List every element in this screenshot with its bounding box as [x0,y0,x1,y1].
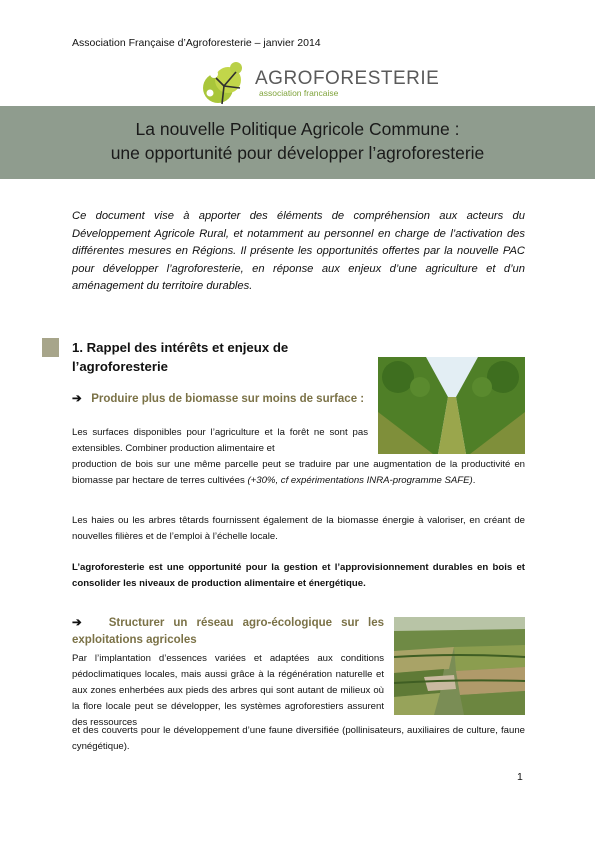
paragraph-biomass-2-text: production de bois sur une même parcelle peut se traduire par une augmentation de la productivité en biomasse par hectare de terres cultivées [72,459,525,486]
tree-rows-photo [378,357,525,454]
bullet-biomass-title: Produire plus de biomasse sur moins de surface : [91,393,365,405]
paragraph-biomass-1: Les surfaces disponibles pour l’agriculture et la forêt ne sont pas extensibles. Combiner production alimentaire et [72,427,368,454]
page-number: 1 [517,771,523,783]
paragraph-biomass-2: production de bois sur une même parcelle peut se traduire par une augmentation de la productivité en biomasse par hectare de terres cultivées (+30%, cf expérimentations INRA-programme SAFE). [72,459,525,486]
arrow-right-icon: ➔ [72,393,82,405]
section-1-title: 1. Rappel des intérêts et enjeux de l’agroforesterie [72,340,289,374]
document-header: Association Française d’Agroforesterie – janvier 2014 [72,37,321,49]
tree-logo-icon [200,60,256,106]
logo-brand-text: AGROFORESTERIE [255,68,440,89]
bullet-biomass-heading [72,391,368,408]
paragraph-biomass-2-ref: (+30%, cf expérimentations INRA-programme SAFE) [247,475,473,486]
paragraph-hedges: Les haies ou les arbres têtards fournissent également de la biomasse énergie à valoriser, en créant de nouvelles filières et de l’emploi à l’échelle locale. [72,515,525,542]
paragraph-opportunity: L’agroforesterie est une opportunité pour la gestion et l’approvisionnement durables en bois et consolider les niveaux de production alimentaire et énergétique. [72,562,525,589]
intro-paragraph: Ce document vise à apporter des éléments de compréhension aux acteurs du Développement Agricole Rural, et notamment au personnel en charge de l’activation des différentes mesures en Régions. Il présente les opportunités offertes par la nouvelle PAC pour développer l’agroforesterie, en réponse aux enjeux d’une agriculture et d’un aménagement du territoire durables. [72,210,525,292]
paragraph-network-1: Par l’implantation d’essences variées et adaptées aux conditions pédoclimatiques locales, mais aussi grâce à la régénération naturelle et aux zones enherbées aux pieds des arbres qui sont autant de milieux où la flore locale peut se développer, les systèmes agroforestiers assurent des ressources [72,653,384,728]
banner-title-line-2: une opportunité pour développer l’agroforesterie [110,143,485,163]
bullet-network-heading [72,615,384,649]
arrow-right-icon: ➔ [72,617,82,629]
banner-title-line-1: La nouvelle Politique Agricole Commune : [135,119,460,139]
section-marker [42,338,59,357]
logo-subtitle: association francaise [259,88,339,98]
paragraph-network-2: et des couverts pour le développement d’une faune diversifiée (pollinisateurs, auxiliaires de culture, faune cynégétique). [72,725,525,752]
aerial-landscape-photo [394,617,525,715]
agroforesterie-logo [200,60,440,106]
bullet-network-title: Structurer un réseau agro-écologique sur les exploitations agricoles [72,617,384,646]
title-banner [0,106,595,179]
